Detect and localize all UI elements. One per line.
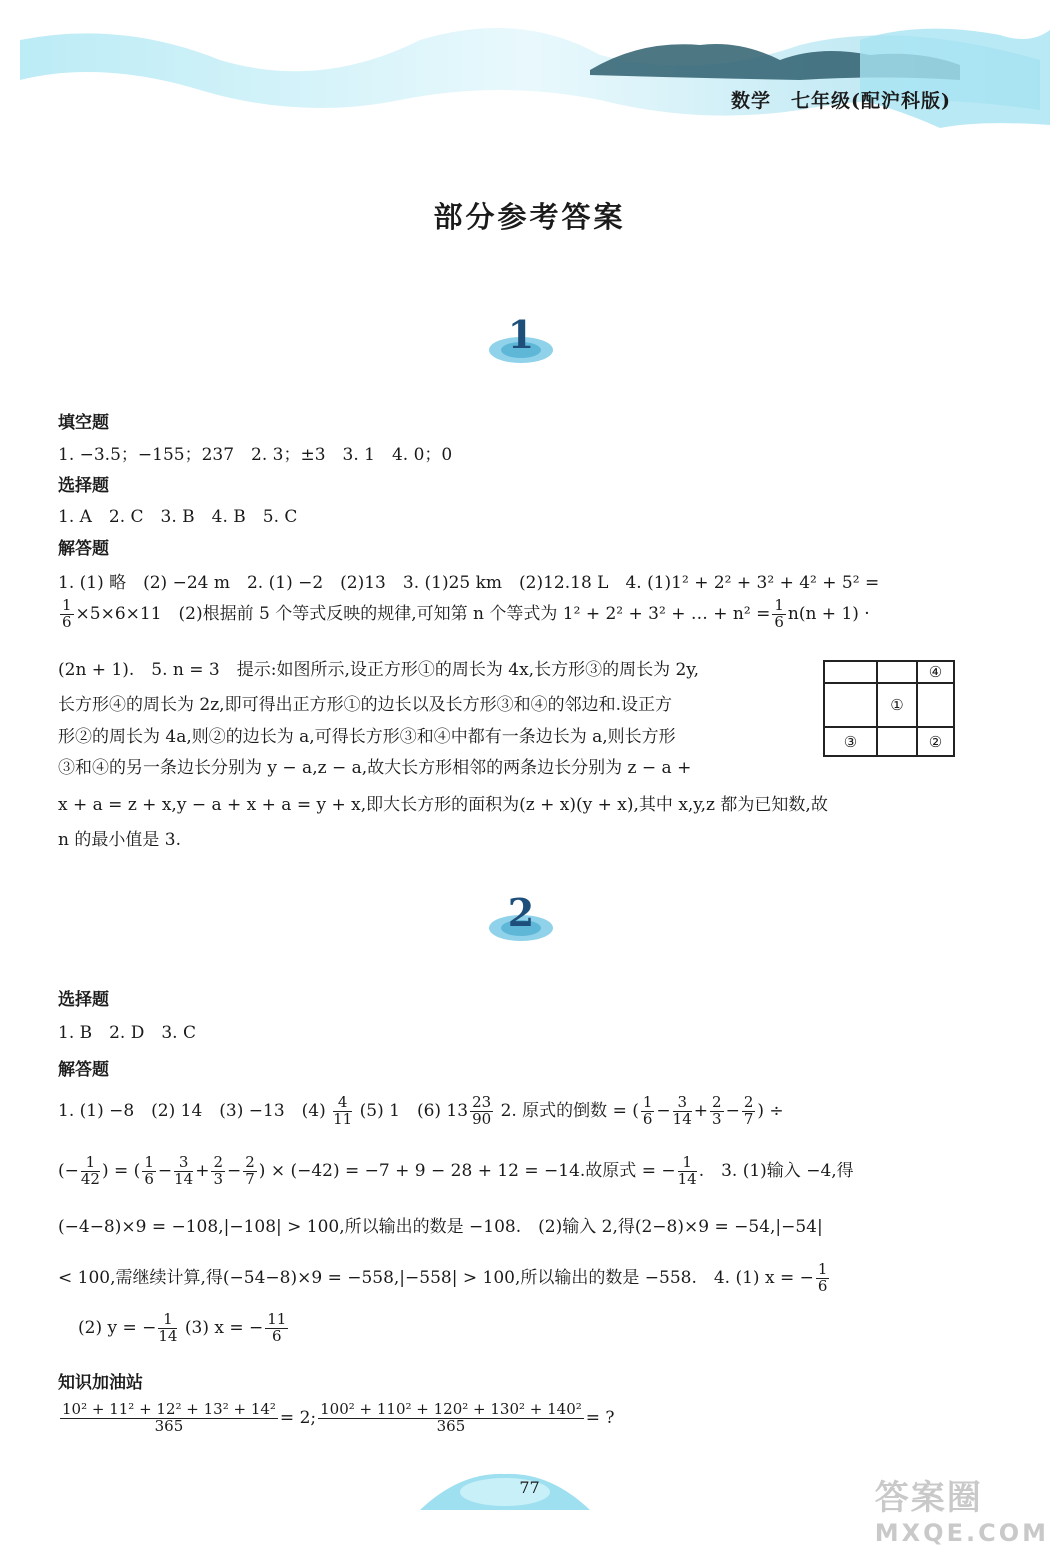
- text: ) = (: [101, 1160, 141, 1181]
- grid-cell: [877, 727, 917, 756]
- text: 2. 原式的倒数 = (: [500, 1100, 639, 1121]
- denominator: 90: [472, 1109, 492, 1128]
- answer-line: [58, 1095, 784, 1128]
- denominator: 6: [642, 1109, 653, 1128]
- text: (3) x = −: [184, 1317, 264, 1338]
- fraction: [678, 1155, 697, 1188]
- numerator: 4: [333, 1095, 352, 1112]
- numerator: 3: [673, 1095, 692, 1112]
- text: (5) 1 (6) 13: [359, 1100, 469, 1121]
- numerator: 1: [81, 1155, 100, 1172]
- answer-line: ③和④的另一条边长分别为 y − a,z − a,故大长方形相邻的两条边长分别为 z − a +: [58, 758, 692, 778]
- answer-line: n 的最小值是 3.: [58, 830, 181, 850]
- numerator: 10² + 11² + 12² + 13² + 14²: [62, 1400, 276, 1418]
- page-title: 部分参考答案: [433, 200, 626, 234]
- answer-line: 形②的周长为 4a,则②的边长为 a,可得长方形③和④中都有一条边长为 a,则长方形: [58, 727, 676, 747]
- fraction: [265, 1312, 288, 1345]
- numerator: 1: [817, 1260, 828, 1278]
- answer-line: 1. A 2. C 3. B 4. B 5. C: [58, 507, 298, 527]
- fraction: [673, 1095, 692, 1128]
- numerator: 100² + 110² + 120² + 130² + 140²: [320, 1400, 582, 1418]
- answer-line: [58, 1155, 854, 1188]
- answer-line: 1. B 2. D 3. C: [58, 1023, 197, 1043]
- answer-line: [58, 598, 870, 631]
- numerator: 1: [144, 1153, 154, 1171]
- text: ) × (−42) = −7 + 9 − 28 + 12 = −14.故原式 = −: [258, 1160, 676, 1181]
- numerator: 11: [267, 1310, 287, 1328]
- denominator: 6: [817, 1276, 828, 1295]
- header-subject: 数学 七年级(配沪科版): [731, 90, 951, 112]
- denominator: 6: [774, 612, 784, 631]
- section-heading: 选择题: [58, 990, 109, 1010]
- text: = 2;: [279, 1407, 317, 1428]
- watermark-text: 答案圈: [874, 1478, 983, 1518]
- denominator: 3: [213, 1169, 223, 1188]
- answer-line: 1. (1) 略 (2) −24 m 2. (1) −2 (2)13 3. (1)25 km (2)12.18 L 4. (1)1² + 2² + 3² + 4² + 5² =: [58, 573, 880, 593]
- operator: −: [656, 1100, 671, 1121]
- page-number: 77: [519, 1478, 540, 1497]
- denominator: 3: [712, 1109, 722, 1128]
- numerator: 2: [743, 1093, 754, 1111]
- text: n(n + 1) ·: [787, 603, 870, 624]
- grid-cell: [917, 683, 954, 727]
- fraction: [60, 598, 74, 631]
- fraction: [211, 1155, 225, 1188]
- fraction: [318, 1402, 584, 1435]
- numerator: 2: [213, 1153, 223, 1171]
- grid-cell: [824, 661, 877, 683]
- section-number: 1: [507, 312, 535, 357]
- answer-line: [78, 1312, 290, 1345]
- section-heading: 知识加油站: [58, 1373, 143, 1393]
- denominator: 14: [677, 1169, 697, 1188]
- grid-cell-1: ①: [877, 683, 917, 727]
- denominator: 365: [436, 1416, 466, 1435]
- numerator: 1: [158, 1312, 177, 1329]
- denominator: 6: [144, 1169, 154, 1188]
- fraction: [816, 1262, 830, 1295]
- watermark-url: MXQE.COM: [874, 1519, 1049, 1547]
- numerator: 23: [472, 1093, 492, 1111]
- section-heading: 解答题: [58, 1060, 109, 1080]
- denominator: 14: [672, 1109, 692, 1128]
- text: ×5×6×11 (2)根据前 5 个等式反映的规律,可知第 n 个等式为 1² + 2² + 3² + … + n² =: [75, 603, 771, 624]
- numerator: 1: [678, 1155, 697, 1172]
- denominator: 14: [174, 1169, 194, 1188]
- text: 1. (1) −8 (2) 14 (3) −13 (4): [58, 1100, 326, 1121]
- numerator: 2: [712, 1093, 722, 1111]
- grid-cell-2: ②: [917, 727, 954, 756]
- grid-cell: [877, 661, 917, 683]
- watermark: [875, 1470, 1049, 1547]
- operator: +: [693, 1100, 709, 1121]
- header-banner: [0, 0, 1059, 135]
- answer-line: 长方形④的周长为 2z,即可得出正方形①的边长以及长方形③和④的邻边和.设正方: [58, 695, 672, 715]
- numerator: 1: [774, 596, 784, 614]
- answer-line: (2n + 1). 5. n = 3 提示:如图所示,设正方形①的周长为 4x,长方形③的周长为 2y,: [58, 660, 700, 680]
- operator: −: [725, 1100, 740, 1121]
- numerator: 3: [174, 1155, 193, 1172]
- section-heading: 解答题: [58, 539, 109, 559]
- denominator: 6: [272, 1326, 282, 1345]
- numerator: 2: [245, 1153, 255, 1171]
- denominator: 7: [245, 1169, 255, 1188]
- denominator: 11: [333, 1109, 353, 1128]
- grid-cell: [824, 683, 877, 727]
- grid-cell-3: ③: [824, 727, 877, 756]
- rectangle-figure: [823, 660, 955, 757]
- operator: −: [157, 1160, 173, 1181]
- operator: +: [195, 1160, 210, 1181]
- numerator: 1: [62, 596, 72, 614]
- fraction: [243, 1155, 257, 1188]
- text: . 3. (1)输入 −4,得: [698, 1160, 854, 1181]
- fraction: [158, 1312, 177, 1345]
- text: (2) y = −: [78, 1317, 157, 1338]
- answer-line: x + a = z + x,y − a + x + a = y + x,即大长方形的面积为(z + x)(y + x),其中 x,y,z 都为已知数,故: [58, 795, 828, 815]
- text: ) ÷: [757, 1100, 784, 1121]
- fraction: [710, 1095, 724, 1128]
- section-heading: 填空题: [58, 413, 109, 433]
- fraction: [641, 1095, 655, 1128]
- fraction: [742, 1095, 756, 1128]
- operator: −: [227, 1160, 242, 1181]
- fraction: [772, 598, 786, 631]
- text: < 100,需继续计算,得(−54−8)×9 = −558,|−558| > 100,所以输出的数是 −558. 4. (1) x = −: [58, 1267, 814, 1288]
- fraction: [470, 1095, 493, 1128]
- section-badge-2: [486, 890, 556, 940]
- answer-line: [58, 1402, 615, 1435]
- fraction: [333, 1095, 352, 1128]
- denominator: 7: [743, 1109, 754, 1128]
- fraction: [142, 1155, 156, 1188]
- denominator: 6: [62, 612, 72, 631]
- denominator: 14: [158, 1326, 178, 1345]
- answer-line: [58, 1262, 831, 1295]
- denominator: 365: [154, 1416, 184, 1435]
- answer-line: 1. −3.5；−155；237 2. 3；±3 3. 1 4. 0；0: [58, 445, 453, 465]
- fraction: [60, 1402, 278, 1435]
- text: (−: [58, 1160, 79, 1181]
- section-number: 2: [507, 890, 535, 935]
- answer-line: (−4−8)×9 = −108,|−108| > 100,所以输出的数是 −108. (2)输入 2,得(2−8)×9 = −54,|−54|: [58, 1217, 823, 1237]
- grid-cell-4: ④: [917, 661, 954, 683]
- fraction: [81, 1155, 100, 1188]
- section-heading: 选择题: [58, 476, 109, 496]
- section-badge-1: [486, 312, 556, 362]
- numerator: 1: [642, 1093, 653, 1111]
- denominator: 42: [80, 1169, 100, 1188]
- text: = ?: [585, 1407, 615, 1428]
- fraction: [174, 1155, 193, 1188]
